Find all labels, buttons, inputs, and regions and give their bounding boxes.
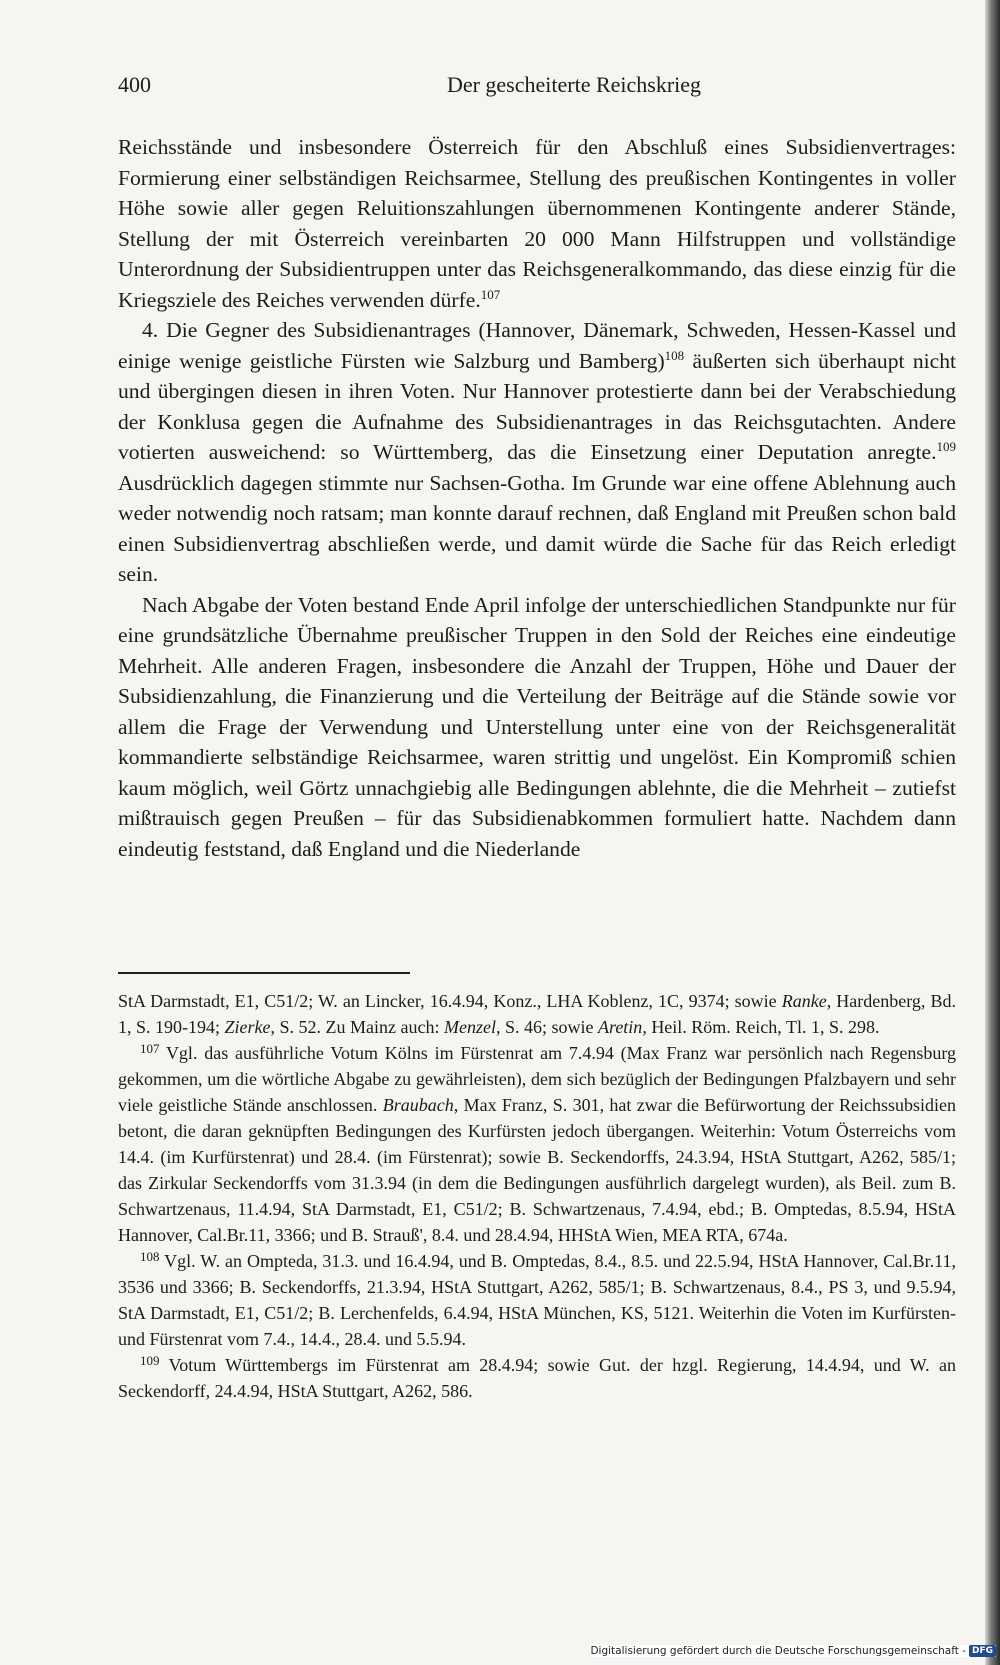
footnote-ref[interactable]: 108 [664,347,685,363]
credit-text: Digitalisierung gefördert durch die Deutsche Forschungsgemeinschaft - [590,1645,966,1657]
footnote-108: $^{108}$ Vgl. W. an Ompteda, 31.3. und 16.4.94, und B. Omptedas, 8.4., 8.5. und 22.5.94, HStA Hannover, Cal.Br.11, 3536 und 3366; B. Seckendorffs, 21.3.94, HStA Stuttgart, A262, 585/1; B. Schwartzenaus, 8.4., PS 3, und 9.5.94, StA Darmstadt, E1, C51/2; B. Lerchenfelds, 6.4.94, HStA München, KS, 5121. Weiterhin die Voten im Kurfürsten- und Fürstenrat vom 7.4., 14.4., 28.4. und 5.5.94. [118,1249,956,1349]
page-edge-shadow [985,0,1000,1665]
running-title: Der gescheiterte Reichskrieg [446,72,702,97]
footnote-number: 107 [140,1041,160,1056]
footnote-number: 108 [140,1249,160,1264]
footnote-109: $^{109}$ Votum Württembergs im Fürstenrat am 28.4.94; sowie Gut. der hzgl. Regierung, 14.4.94, und W. an Seckendorff, 24.4.94, HStA Stuttgart, A262, 586. [118,1353,956,1401]
page-number: 400 [118,72,151,97]
footnotes [118,988,956,1404]
footnote-ref[interactable]: 109 [936,439,956,454]
footnote-divider [118,972,410,974]
paragraph: Nach Abgabe der Voten bestand Ende April infolge der unterschiedlichen Standpunkte nur für eine grundsätzliche Übernahme preußischer Truppen in den Sold der Reiches eine eindeutige Mehrheit. Alle anderen Fragen, insbesondere die Anzahl der Truppen, Höhe und Dauer der Subsidienzahlung, die Finanzierung und die Verteilung der Beiträge auf die Stände sowie vor allem die Frage der Verwendung und Unterstellung unter eine von der Reichsgeneralität kommandierte selbständige Reichsarmee, waren strittig und ungelöst. Ein Kompromiß schien kaum möglich, weil Görtz unnachgiebig alle Bedingungen ablehnte, die die Mehrheit – zutiefst mißtrauisch gegen Preußen – für das Subsidienabkommen formuliert hatte. Nachdem dann eindeutig feststand, daß England und die Niederlande [118,592,956,861]
main-text [118,132,956,864]
footnote-107: $^{107}$ Vgl. das ausführliche Votum Kölns im Fürstenrat am 7.4.94 (Max Franz war persönlich nach Regensburg gekommen, um die wörtliche Abgabe zu gewährleisten), dem sich bezüglich der Bedingungen Pfalzbayern und sehr viele geistliche Stände anschlossen. Braubach, Max Franz, S. 301, hat zwar die Befürwortung der Reichssubsidien betont, die daran geknüpften Bedingungen des Kurfürsten jedoch übergangen. Weiterhin: Votum Österreichs vom 14.4. (im Kurfürstenrat) und 28.4. (im Fürstenrat); sowie B. Seckendorffs, 24.3.94, HStA Stuttgart, A262, 585/1; das Zirkular Seckendorffs vom 31.3.94 (in dem die Bedingungen ausführlich dargelegt wurden), als Beil. zum B. Schwartzenaus, 11.4.94, StA Darmstadt, E1, C51/2; B. Schwartzenaus, 7.4.94, ebd.; B. Omptedas, 8.5.94, HStA Hannover, Cal.Br.11, 3366; und B. Strauß', 8.4. und 28.4.94, HHStA Wien, MEA RTA, 674a. [118,1041,956,1245]
page-header [118,72,960,106]
dfg-logo: DFG [969,1645,996,1657]
digitization-credit [590,1645,996,1657]
paragraph: 4. Die Gegner des Subsidienantrages (Hannover, Dänemark, Schweden, Hessen-Kassel und einige wenige geistliche Fürsten wie Salzburg und Bamberg)$^{108}$ äußerten sich überhaupt nicht und übergingen diesen in ihren Voten. Nur Hannover protestierte dann bei der Verabschiedung der Konklusa gegen die Aufnahme des Subsidienantrages in das Reichsgutachten. Andere votierten ausweichend: so Württemberg, das die Einsetzung einer Deputation anregte.$^{109}$ Ausdrücklich dagegen stimmte nur Sachsen-Gotha. Im Grunde war eine offene Ablehnung auch weder notwendig noch ratsam; man konnte darauf rechnen, daß England mit Preußen schon bald einen Subsidienvertrag abschließen werde, und damit würde die Sache für das Reich erledigt sein. [118,318,957,586]
footnote-number: 109 [140,1353,160,1368]
footnote-continued: StA Darmstadt, E1, C51/2; W. an Lincker, 16.4.94, Konz., LHA Koblenz, 1C, 9374; sowie Ranke, Hardenberg, Bd. 1, S. 190-194; Zierke, S. 52. Zu Mainz auch: Menzel, S. 46; sowie Aretin, Heil. Röm. Reich, Tl. 1, S. 298. [118,991,956,1037]
paragraph: Reichsstände und insbesondere Österreich für den Abschluß eines Subsidienvertrages: Formierung einer selbständigen Reichsarmee, Stellung des preußischen Kontingentes in voller Höhe sowie aller gegen Reluitionszahlungen übernommenen Kontingente anderer Stände, Stellung der mit Österreich vereinbarten 20 000 Mann Hilfstruppen und vollständige Unterordnung der Subsidientruppen unter das Reichsgeneralkommando, das diese einzig für die Kriegsziele des Reiches verwenden dürfe.$^{107}$ [118,135,956,312]
footnote-ref[interactable]: 107 [480,286,501,302]
